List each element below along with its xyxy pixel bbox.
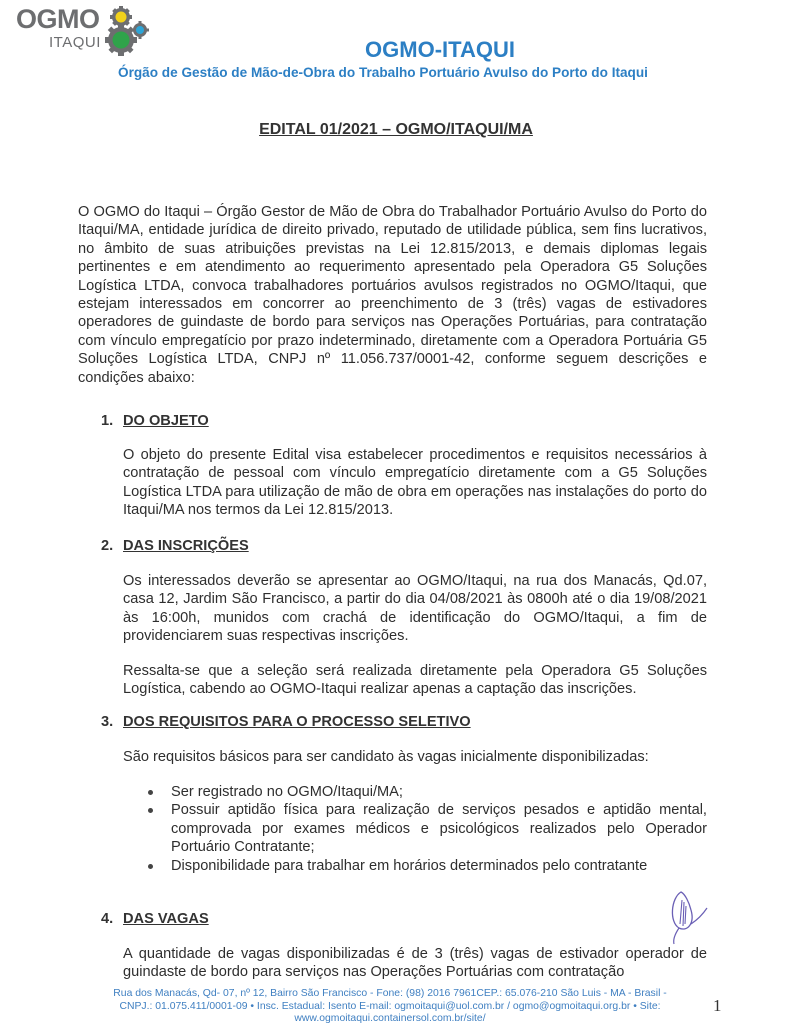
section-paragraph: A quantidade de vagas disponibilizadas é de 3 (três) vagas de estivador operador de guindaste de bordo para serviços nas Operações Portuárias com contratação <box>123 946 707 981</box>
intro-paragraph: O OGMO do Itaqui – Órgão Gestor de Mão de Obra do Trabalhador Portuário Avulso do Porto do Itaqui/MA, entidade jurídica de direito privado, reputado de utilidade pública, sem fins lucrativos, no âmbito de suas atribuições previstas na Lei 12.815/2013, e demais diplomas legais pertinentes e em atendimento ao requerimento apresentado pela Operadora G5 Soluções Logística LTDA, convoca trabalhadores portuários avulsos registrados no OGMO/Itaqui, que estejam interessados em concorrer ao preenchimento de 3 (três) vagas de estivadores operadores de guindaste de bordo para serviços nas Operações Portuárias, para contratação com vínculo empregatício por prazo indeterminado, diretamente com a Operadora Portuária G5 Soluções Logística LTDA, CNPJ nº 11.056.737/0001-42, conforme seguem descrições e condições abaixo: <box>78 204 707 386</box>
signature-icon <box>665 888 710 948</box>
section-paragraph: O objeto do presente Edital visa estabelecer procedimentos e requisitos necessários à contratação de pessoal com vínculo empregatício diretamente com a G5 Soluções Logística LTDA para utilização de mão de obra em operações nas instalações do porto do Itaqui/MA nos termos da Lei 12.815/2013. <box>123 447 707 519</box>
section-paragraph: Ressalta-se que a seleção será realizada diretamente pela Operadora G5 Soluções Logística, cabendo ao OGMO-Itaqui realizar apenas a captação das inscrições. <box>123 663 707 698</box>
list-item-text: Ser registrado no OGMO/Itaqui/MA; <box>171 784 403 800</box>
section-heading-objeto <box>101 412 209 430</box>
list-item <box>147 801 707 856</box>
document-title: EDITAL 01/2021 – OGMO/ITAQUI/MA <box>259 121 533 138</box>
section-number: 4. <box>101 911 114 927</box>
list-item <box>147 857 707 875</box>
footer-cnpj-email: CNPJ.: 01.075.411/0001-09 • Insc. Estadual: Isento E-mail: ogmoitaqui@uol.com.br / ogmo@ogmoitaqui.org.br • Site: <box>119 1000 661 1012</box>
bullet-icon <box>148 790 153 795</box>
section-paragraph: São requisitos básicos para ser candidato às vagas inicialmente disponibilizadas: <box>123 749 649 765</box>
footer-address: Rua dos Manacás, Qd- 07, nº 12, Bairro São Francisco - Fone: (98) 2016 7961CEP.: 65.076-210 São Luis - MA - Brasil - <box>113 988 667 999</box>
section-number: 1. <box>101 413 114 429</box>
footer-website: www.ogmoitaqui.containersol.com.br/site/ <box>294 1013 486 1024</box>
section-number: 3. <box>101 714 114 730</box>
logo-text-ogmo: OGMO <box>16 4 100 34</box>
bullet-icon <box>148 864 153 869</box>
section-heading-inscricoes <box>101 537 249 555</box>
requirements-list <box>147 783 707 875</box>
list-item-text: Disponibilidade para trabalhar em horários determinados pelo contratante <box>171 857 648 874</box>
section-title: DO OBJETO <box>123 413 209 429</box>
footer-contact <box>70 988 710 1026</box>
section-heading-requisitos <box>101 713 471 731</box>
list-item-text: Possuir aptidão física para realização de serviços pesados e aptidão mental, comprovada por exames médicos e psicológicos realizados pelo Operador Portuário Contratante; <box>171 802 707 856</box>
section-title: DAS INSCRIÇÕES <box>123 538 249 554</box>
list-item <box>147 783 707 801</box>
org-subtitle: Órgão de Gestão de Mão-de-Obra do Trabalho Portuário Avulso do Porto do Itaqui <box>118 65 648 80</box>
logo-text-itaqui: ITAQUI <box>49 34 101 51</box>
section-paragraph: Os interessados deverão se apresentar ao OGMO/Itaqui, na rua dos Manacás, Qd.07, casa 12, Jardim São Francisco, a partir do dia 04/08/2021 às 0800h até o dia 19/08/2021 às 16:00h, munidos com crachá de identificação do OGMO/Itaqui, a fim de providenciarem suas respectivas inscrições. <box>123 573 707 645</box>
section-heading-vagas <box>101 910 209 928</box>
section-title: DOS REQUISITOS PARA O PROCESSO SELETIVO <box>123 714 471 730</box>
section-title: DAS VAGAS <box>123 911 209 927</box>
org-title: OGMO-ITAQUI <box>365 37 515 62</box>
page-number: 1 <box>713 996 722 1015</box>
bullet-icon <box>148 808 153 813</box>
section-number: 2. <box>101 538 114 554</box>
